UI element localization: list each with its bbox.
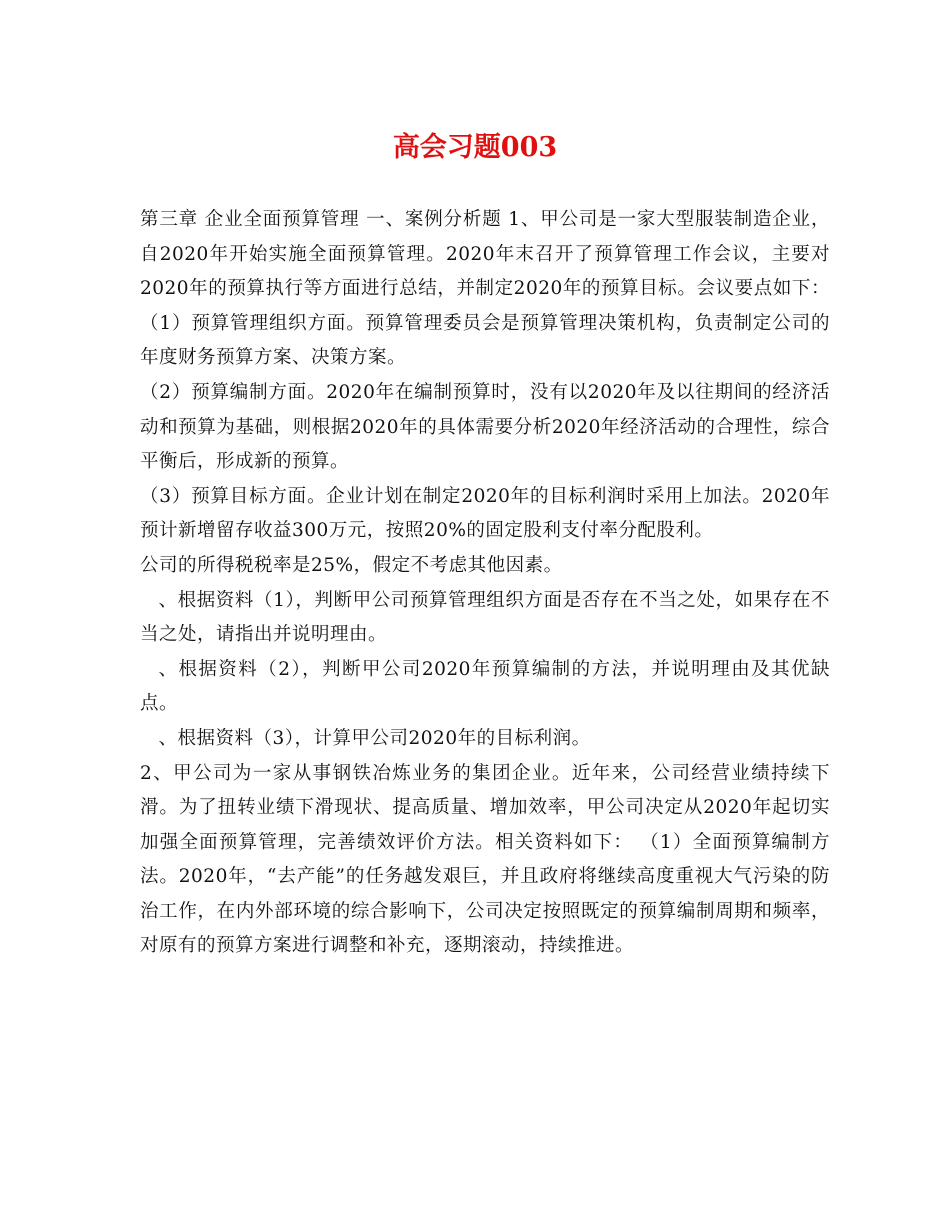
paragraph-budget-target: （3）预算目标方面。企业计划在制定2020年的目标利润时采用上加法。2020年预计新增留存收益300万元，按照20%的固定股利支付率分配股利。 [140,485,830,542]
document-title: 高会习题003 [392,132,558,163]
question-2: 、根据资料（2），判断甲公司2020年预算编制的方法，并说明理由及其优缺点。 [140,658,830,715]
question-3: 、根据资料（3），计算甲公司2020年的目标利润。 [158,727,591,749]
paragraph-case-2: 2、甲公司为一家从事钢铁冶炼业务的集团企业。近年来，公司经营业绩持续下滑。为了扭转业绩下滑现状、提高质量、增加效率，甲公司决定从2020年起切实加强全面预算管理，完善绩效评价方法。相关资料如下： （1）全面预算编制方法。2020年，“去产能”的任务越发艰巨，并且政府将继续高度重视大气污染的防治工作，在内外部环境的综合影响下，公司决定按照既定的预算编制周期和频率，对原有的预算方案进行调整和补充，逐期滚动，持续推进。 [140,762,830,957]
question-1: 、根据资料（1），判断甲公司预算管理组织方面是否存在不当之处，如果存在不当之处，请指出并说明理由。 [140,589,830,646]
paragraph-tax-rate: 公司的所得税税率是25%，假定不考虑其他因素。 [140,554,563,576]
paragraph-budget-preparation: （2）预算编制方面。2020年在编制预算时，没有以2020年及以往期间的经济活动和预算为基础，则根据2020年的具体需要分析2020年经济活动的合理性，综合平衡后，形成新的预算。 [140,381,830,473]
paragraph-chapter-intro: 第三章 企业全面预算管理 一、案例分析题 1、甲公司是一家大型服装制造企业，自2020年开始实施全面预算管理。2020年末召开了预算管理工作会议，主要对2020年的预算执行等方面进行总结，并制定2020年的预算目标。会议要点如下： （1）预算管理组织方面。预算管理委员会是预算管理决策机构，负责制定公司的年度财务预算方案、决策方案。 [140,209,837,369]
document-body [140,203,837,964]
